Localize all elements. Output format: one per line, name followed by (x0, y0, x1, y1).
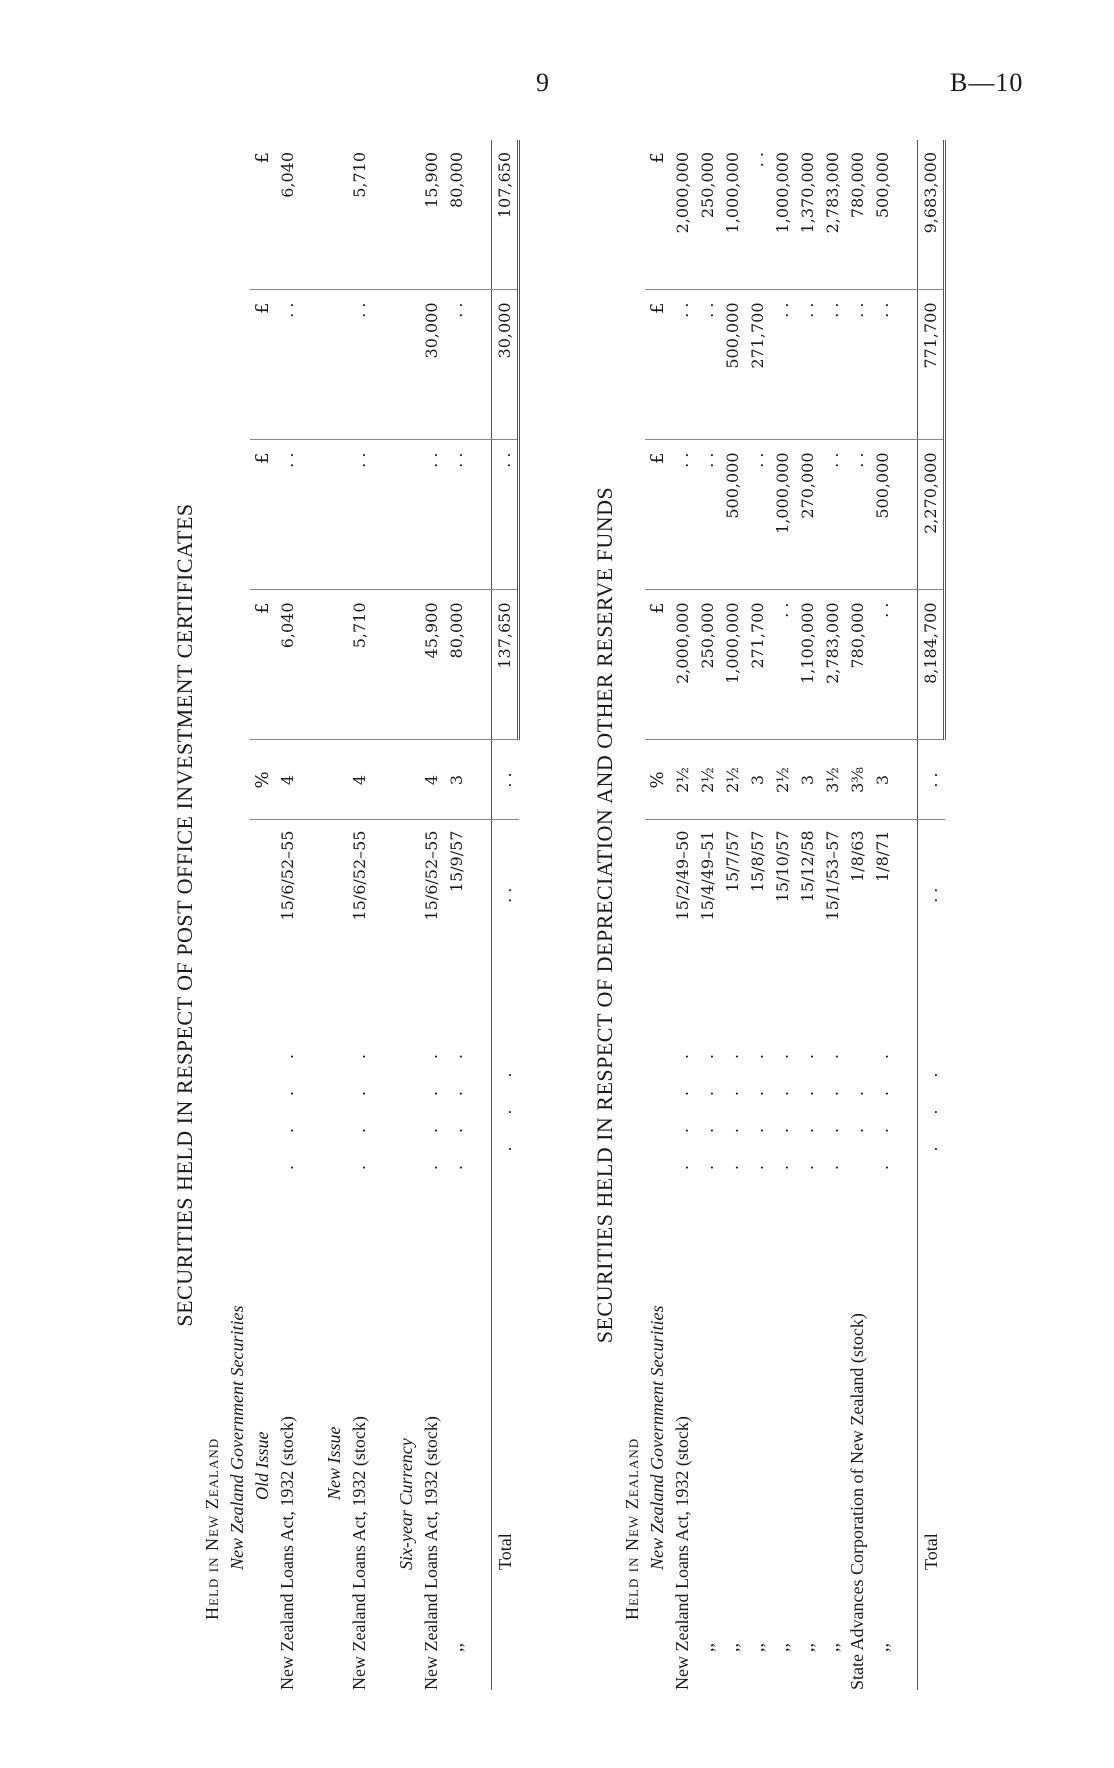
amount-col4: 1,000,000 (770, 140, 795, 290)
total-col3: 30,000 (492, 290, 519, 440)
interest-rate: 4 (275, 740, 300, 820)
maturity-date: 15/1/53–57 (823, 830, 842, 921)
amount-col4: 15,900 (419, 140, 444, 290)
amount-col2: 270,000 (795, 440, 820, 590)
amount-col2: . . (347, 440, 372, 590)
table-row (419, 140, 444, 1690)
amount-col4: 80,000 (444, 140, 469, 290)
maturity-date: 15/7/57 (723, 830, 742, 893)
table-row (820, 140, 845, 1690)
table-row (845, 140, 870, 1690)
total-col2: . . (492, 440, 519, 590)
gov-securities-heading: New Zealand Government Securities (647, 1305, 667, 1570)
total-col1: 137,650 (492, 590, 519, 740)
leader-dots: . . . . (697, 1040, 717, 1170)
security-name: ,, (697, 1643, 717, 1652)
security-name: New Zealand Loans Act, 1932 (stock) (349, 1416, 369, 1690)
pound-symbol: £ (645, 290, 670, 440)
interest-rate: 3⅜ (845, 740, 870, 820)
section-title: SECURITIES HELD IN RESPECT OF DEPRECIATION AND OTHER RESERVE FUNDS (592, 486, 617, 1344)
page-number: 9 (536, 68, 549, 97)
amount-col4: . . (745, 140, 770, 290)
total-col2: 2,270,000 (918, 440, 945, 590)
leader-dots: . . (918, 820, 945, 960)
depreciation-reserve-section (590, 140, 946, 1690)
amount-col1: 780,000 (845, 590, 870, 740)
amount-col2: . . (670, 440, 695, 590)
post-office-securities-table (200, 140, 520, 1690)
amount-col2: . . (275, 440, 300, 590)
amount-col2: . . (695, 440, 720, 590)
pound-symbol: £ (250, 440, 275, 590)
amount-col4: 6,040 (275, 140, 300, 290)
interest-rate: 3 (444, 740, 469, 820)
gov-securities-heading: New Zealand Government Securities (227, 1305, 247, 1570)
total-col1: 8,184,700 (918, 590, 945, 740)
amount-col4: 1,000,000 (720, 140, 745, 290)
amount-col2: 500,000 (720, 440, 745, 590)
amount-col2: 1,000,000 (770, 440, 795, 590)
amount-col2: . . (820, 440, 845, 590)
percent-symbol: % (250, 740, 275, 820)
amount-col1: 5,710 (347, 590, 372, 740)
amount-col3: . . (845, 290, 870, 440)
security-name: ,, (772, 1643, 792, 1652)
pound-symbol: £ (250, 140, 275, 290)
amount-col1: . . (870, 590, 895, 740)
security-name: ,, (722, 1643, 742, 1652)
interest-rate: 3 (745, 740, 770, 820)
percent-symbol: % (645, 740, 670, 820)
maturity-date: 15/10/57 (773, 830, 792, 903)
amount-col1: 80,000 (444, 590, 469, 740)
leader-dots: . . . . (822, 1040, 842, 1170)
table-row (720, 140, 745, 1690)
leader-dots: . . (492, 740, 519, 820)
amount-col3: . . (347, 290, 372, 440)
section-title: SECURITIES HELD IN RESPECT OF POST OFFICE INVESTMENT CERTIFICATES (172, 503, 197, 1327)
total-col3: 771,700 (918, 290, 945, 440)
table-row (695, 140, 720, 1690)
interest-rate: 4 (419, 740, 444, 820)
maturity-date: 1/8/63 (848, 830, 867, 882)
reserve-funds-securities-table (620, 140, 946, 1690)
amount-col4: 250,000 (695, 140, 720, 290)
post-office-certificates-section (170, 140, 520, 1690)
interest-rate: 3 (870, 740, 895, 820)
amount-col1: 271,700 (745, 590, 770, 740)
leader-dots: . . . . (722, 1040, 742, 1170)
amount-col2: . . (444, 440, 469, 590)
amount-col3: . . (770, 290, 795, 440)
amount-col2: . . (745, 440, 770, 590)
maturity-date: 15/9/57 (447, 830, 466, 893)
amount-col1: 1,100,000 (795, 590, 820, 740)
interest-rate: 3 (795, 740, 820, 820)
interest-rate: 2½ (720, 740, 745, 820)
amount-col3: 30,000 (419, 290, 444, 440)
leader-dots: . . . . (872, 1040, 892, 1170)
amount-col3: . . (870, 290, 895, 440)
pound-symbol: £ (645, 440, 670, 590)
amount-col4: 2,783,000 (820, 140, 845, 290)
amount-col2: 500,000 (870, 440, 895, 590)
amount-col1: 45,900 (419, 590, 444, 740)
security-name: ,, (446, 1643, 466, 1652)
maturity-date: 15/6/52–55 (422, 830, 441, 921)
amount-col1: 2,783,000 (820, 590, 845, 740)
leader-dots: . . . . (349, 1040, 369, 1170)
leader-dots: . . (492, 820, 519, 960)
interest-rate: 4 (347, 740, 372, 820)
total-row (492, 140, 519, 1690)
subheading-six-year: Six-year Currency (396, 1438, 416, 1570)
rotated-tables (170, 140, 941, 1690)
leader-dots: . . . . (772, 1040, 792, 1170)
amount-col3: . . (670, 290, 695, 440)
leader-dots: . . . . (797, 1040, 817, 1170)
interest-rate: 2½ (670, 740, 695, 820)
leader-dots: . . . . (421, 1040, 441, 1170)
amount-col4: 500,000 (870, 140, 895, 290)
table-row (745, 140, 770, 1690)
amount-col2: . . (845, 440, 870, 590)
security-name: New Zealand Loans Act, 1932 (stock) (277, 1416, 297, 1690)
amount-col3: . . (695, 290, 720, 440)
subheading-old-issue: Old Issue (252, 1431, 272, 1500)
maturity-date: 1/8/71 (873, 830, 892, 882)
maturity-date: 15/8/57 (748, 830, 767, 893)
table-row (870, 140, 895, 1690)
amount-col4: 5,710 (347, 140, 372, 290)
amount-col1: 1,000,000 (720, 590, 745, 740)
maturity-date: 15/2/49–50 (673, 830, 692, 921)
amount-col1: . . (770, 590, 795, 740)
security-name: New Zealand Loans Act, 1932 (stock) (672, 1416, 692, 1690)
leader-dots: . . (918, 740, 945, 820)
security-name: ,, (872, 1643, 892, 1652)
pound-symbol: £ (645, 590, 670, 740)
security-name: ,, (797, 1643, 817, 1652)
table-row (275, 140, 300, 1690)
table-row (670, 140, 695, 1690)
amount-col3: . . (795, 290, 820, 440)
total-col4: 9,683,000 (918, 140, 945, 290)
pound-symbol: £ (250, 590, 275, 740)
subheading-new-issue: New Issue (324, 1426, 344, 1500)
table-row (770, 140, 795, 1690)
maturity-date: 15/4/49–51 (698, 830, 717, 921)
amount-col3: 271,700 (745, 290, 770, 440)
total-label: Total (918, 1250, 945, 1690)
held-in-heading: Held in New Zealand (622, 1437, 642, 1620)
maturity-date: 15/12/58 (798, 830, 817, 903)
amount-col4: 1,370,000 (795, 140, 820, 290)
table-row (444, 140, 469, 1690)
amount-col1: 2,000,000 (670, 590, 695, 740)
amount-col3: . . (820, 290, 845, 440)
security-name: ,, (822, 1643, 842, 1652)
amount-col3: 500,000 (720, 290, 745, 440)
leader-dots: . . (847, 1077, 867, 1133)
leader-dots: . . . (492, 960, 519, 1250)
total-col4: 107,650 (492, 140, 519, 290)
document-reference: B—10 (950, 68, 1024, 97)
table-row (795, 140, 820, 1690)
interest-rate: 3½ (820, 740, 845, 820)
amount-col2: . . (419, 440, 444, 590)
interest-rate: 2½ (770, 740, 795, 820)
amount-col4: 2,000,000 (670, 140, 695, 290)
leader-dots: . . . . (672, 1040, 692, 1170)
leader-dots: . . . . (747, 1040, 767, 1170)
pound-symbol: £ (645, 140, 670, 290)
amount-col1: 6,040 (275, 590, 300, 740)
security-name: State Advances Corporation of New Zealand (stock) (847, 1313, 867, 1690)
amount-col4: 780,000 (845, 140, 870, 290)
security-name: New Zealand Loans Act, 1932 (stock) (421, 1416, 441, 1690)
leader-dots: . . . . (277, 1040, 297, 1170)
amount-col3: . . (444, 290, 469, 440)
maturity-date: 15/6/52–55 (278, 830, 297, 921)
leader-dots: . . . (918, 960, 945, 1250)
interest-rate: 2½ (695, 740, 720, 820)
leader-dots: . . . . (446, 1040, 466, 1170)
maturity-date: 15/6/52–55 (350, 830, 369, 921)
pound-symbol: £ (250, 290, 275, 440)
amount-col1: 250,000 (695, 590, 720, 740)
total-label: Total (492, 1250, 519, 1690)
table-row (347, 140, 372, 1690)
total-row (918, 140, 945, 1690)
security-name: ,, (747, 1643, 767, 1652)
amount-col3: . . (275, 290, 300, 440)
held-in-heading: Held in New Zealand (202, 1437, 222, 1620)
